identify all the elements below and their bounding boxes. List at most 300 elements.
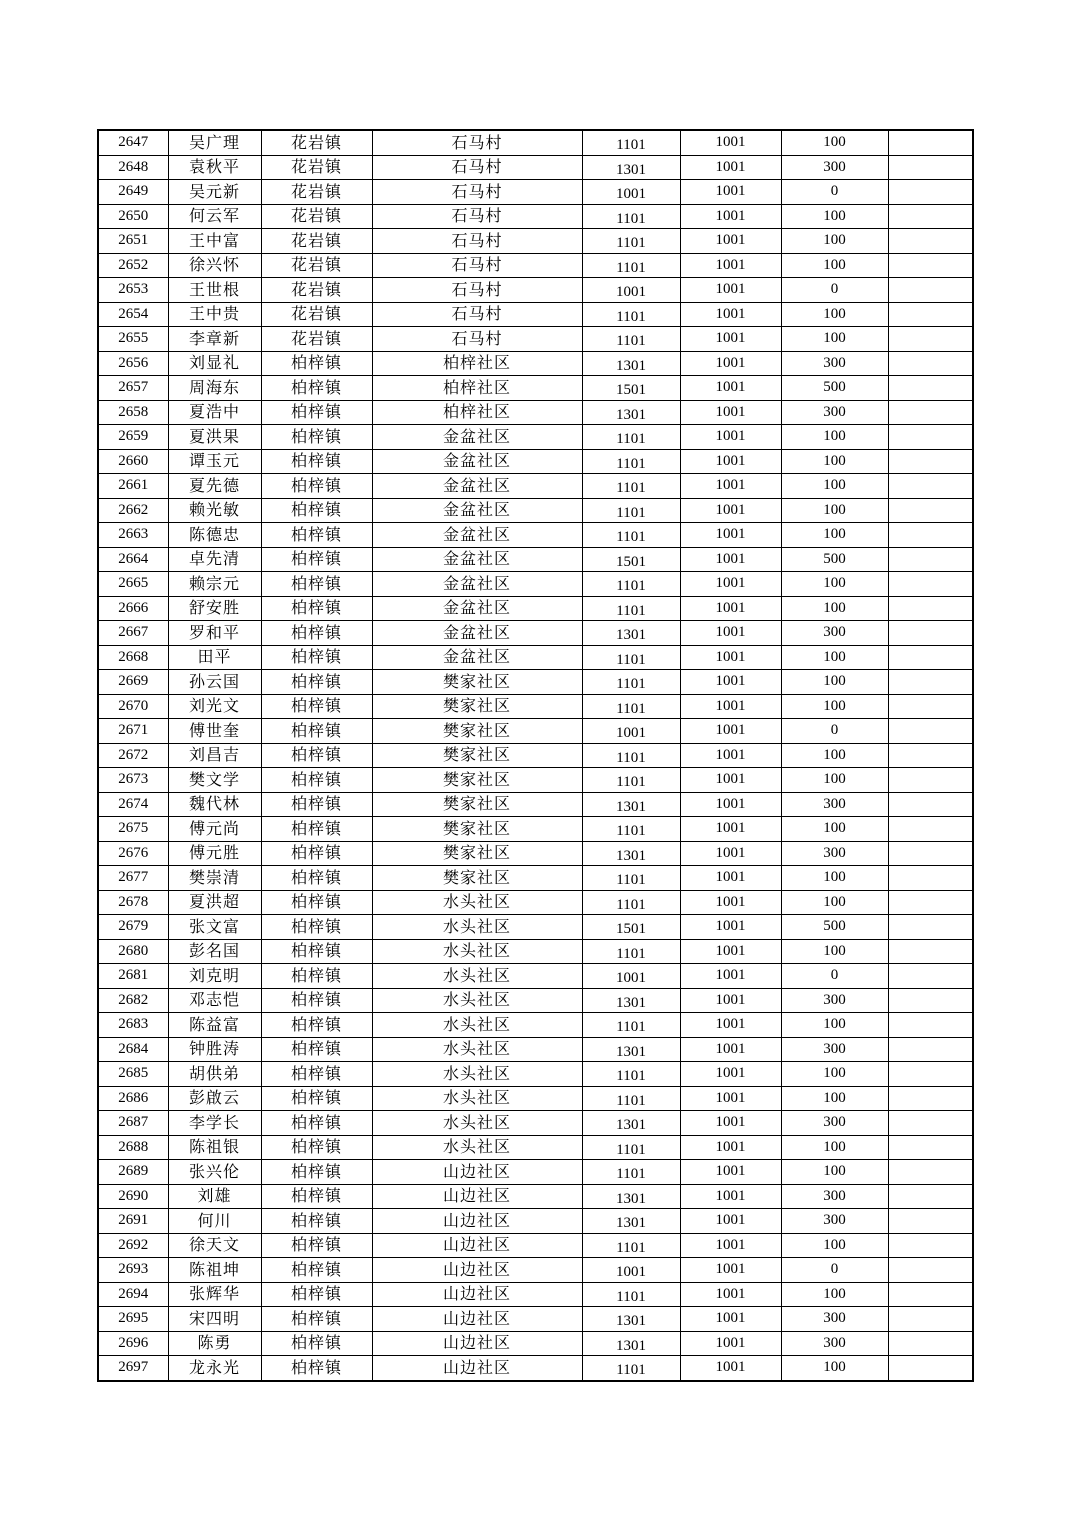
- name-cell: 何云军: [168, 204, 261, 229]
- category-code-cell: [582, 988, 680, 1013]
- name-cell: 舒安胜: [168, 596, 261, 621]
- table-row: [98, 645, 973, 670]
- name-cell: 袁秋平: [168, 155, 261, 180]
- name-cell: 罗和平: [168, 621, 261, 646]
- remark-cell: [888, 155, 973, 180]
- town-cell: 柏梓镇: [261, 1282, 372, 1307]
- category-code-text: 1301: [616, 406, 646, 423]
- amount-cell: 0: [781, 278, 888, 303]
- village-cell: 山边社区: [372, 1331, 582, 1356]
- row-number-cell: 2652: [98, 253, 168, 278]
- table-row: [98, 1184, 973, 1209]
- category-code-cell: [582, 596, 680, 621]
- amount-cell: 300: [781, 792, 888, 817]
- remark-cell: [888, 1111, 973, 1136]
- row-number-cell: 2655: [98, 327, 168, 352]
- row-number-cell: 2659: [98, 425, 168, 450]
- name-cell: 赖光敏: [168, 498, 261, 523]
- row-number-cell: 2660: [98, 449, 168, 474]
- remark-cell: [888, 1233, 973, 1258]
- town-cell: 花岩镇: [261, 180, 372, 205]
- category-code-cell: [582, 939, 680, 964]
- name-cell: 刘克明: [168, 964, 261, 989]
- category-code-cell: [582, 523, 680, 548]
- category-code-text: 1101: [616, 1166, 646, 1183]
- name-cell: 刘雄: [168, 1184, 261, 1209]
- town-cell: 柏梓镇: [261, 964, 372, 989]
- table-row: [98, 621, 973, 646]
- table-row: [98, 792, 973, 817]
- type-code-cell: 1001: [680, 400, 781, 425]
- name-cell: 龙永光: [168, 1356, 261, 1381]
- row-number-cell: 2669: [98, 670, 168, 695]
- row-number-cell: 2666: [98, 596, 168, 621]
- town-cell: 花岩镇: [261, 278, 372, 303]
- table-row: [98, 1111, 973, 1136]
- category-code-cell: [582, 229, 680, 254]
- remark-cell: [888, 1086, 973, 1111]
- category-code-cell: [582, 302, 680, 327]
- village-cell: 樊家社区: [372, 719, 582, 744]
- type-code-cell: 1001: [680, 1282, 781, 1307]
- category-code-cell: [582, 572, 680, 597]
- village-cell: 水头社区: [372, 1086, 582, 1111]
- table-row: [98, 1307, 973, 1332]
- town-cell: 柏梓镇: [261, 572, 372, 597]
- name-cell: 王世根: [168, 278, 261, 303]
- category-code-text: 1101: [616, 529, 646, 546]
- row-number-cell: 2672: [98, 743, 168, 768]
- amount-cell: 100: [781, 1062, 888, 1087]
- amount-cell: 100: [781, 229, 888, 254]
- category-code-text: 1101: [616, 137, 646, 154]
- amount-cell: 300: [781, 1307, 888, 1332]
- category-code-cell: [582, 621, 680, 646]
- category-code-cell: [582, 180, 680, 205]
- table-row: [98, 743, 973, 768]
- name-cell: 樊崇清: [168, 866, 261, 891]
- name-cell: 王中贵: [168, 302, 261, 327]
- remark-cell: [888, 376, 973, 401]
- type-code-cell: 1001: [680, 547, 781, 572]
- remark-cell: [888, 1160, 973, 1185]
- row-number-cell: 2692: [98, 1233, 168, 1258]
- village-cell: 金盆社区: [372, 474, 582, 499]
- name-cell: 彭啟云: [168, 1086, 261, 1111]
- category-code-text: 1101: [616, 823, 646, 840]
- row-number-cell: 2682: [98, 988, 168, 1013]
- town-cell: 柏梓镇: [261, 547, 372, 572]
- amount-cell: 0: [781, 719, 888, 744]
- category-code-text: 1101: [616, 896, 646, 913]
- town-cell: 柏梓镇: [261, 523, 372, 548]
- amount-cell: 300: [781, 1331, 888, 1356]
- town-cell: 柏梓镇: [261, 1258, 372, 1283]
- category-code-text: 1101: [616, 676, 646, 693]
- row-number-cell: 2697: [98, 1356, 168, 1381]
- village-cell: 柏梓社区: [372, 400, 582, 425]
- type-code-cell: 1001: [680, 890, 781, 915]
- table-row: [98, 523, 973, 548]
- town-cell: 柏梓镇: [261, 400, 372, 425]
- table-row: [98, 1356, 973, 1381]
- village-cell: 金盆社区: [372, 523, 582, 548]
- row-number-cell: 2688: [98, 1135, 168, 1160]
- village-cell: 金盆社区: [372, 425, 582, 450]
- village-cell: 水头社区: [372, 890, 582, 915]
- village-cell: 水头社区: [372, 988, 582, 1013]
- amount-cell: 100: [781, 1160, 888, 1185]
- type-code-cell: 1001: [680, 1135, 781, 1160]
- table-row: [98, 180, 973, 205]
- category-code-cell: [582, 1135, 680, 1160]
- village-cell: 石马村: [372, 302, 582, 327]
- type-code-cell: 1001: [680, 841, 781, 866]
- category-code-text: 1101: [616, 455, 646, 472]
- category-code-text: 1101: [616, 774, 646, 791]
- town-cell: 柏梓镇: [261, 939, 372, 964]
- category-code-text: 1301: [616, 847, 646, 864]
- table-row: [98, 278, 973, 303]
- remark-cell: [888, 1184, 973, 1209]
- remark-cell: [888, 866, 973, 891]
- town-cell: 柏梓镇: [261, 915, 372, 940]
- amount-cell: 100: [781, 327, 888, 352]
- type-code-cell: 1001: [680, 327, 781, 352]
- remark-cell: [888, 743, 973, 768]
- type-code-cell: 1001: [680, 694, 781, 719]
- table-row: [98, 694, 973, 719]
- village-cell: 山边社区: [372, 1282, 582, 1307]
- village-cell: 柏梓社区: [372, 351, 582, 376]
- village-cell: 金盆社区: [372, 449, 582, 474]
- category-code-cell: [582, 1209, 680, 1234]
- remark-cell: [888, 1135, 973, 1160]
- table-row: [98, 449, 973, 474]
- category-code-cell: [582, 474, 680, 499]
- village-cell: 石马村: [372, 204, 582, 229]
- town-cell: 柏梓镇: [261, 792, 372, 817]
- category-code-cell: [582, 1013, 680, 1038]
- type-code-cell: 1001: [680, 768, 781, 793]
- remark-cell: [888, 694, 973, 719]
- town-cell: 柏梓镇: [261, 1135, 372, 1160]
- amount-cell: 100: [781, 253, 888, 278]
- remark-cell: [888, 1258, 973, 1283]
- remark-cell: [888, 327, 973, 352]
- category-code-text: 1001: [616, 284, 646, 301]
- village-cell: 水头社区: [372, 1013, 582, 1038]
- category-code-cell: [582, 155, 680, 180]
- town-cell: 柏梓镇: [261, 1111, 372, 1136]
- town-cell: 柏梓镇: [261, 670, 372, 695]
- category-code-cell: [582, 327, 680, 352]
- remark-cell: [888, 1282, 973, 1307]
- town-cell: 柏梓镇: [261, 1331, 372, 1356]
- roster-table: [97, 129, 974, 1382]
- village-cell: 金盆社区: [372, 621, 582, 646]
- town-cell: 柏梓镇: [261, 768, 372, 793]
- town-cell: 柏梓镇: [261, 645, 372, 670]
- table-row: [98, 130, 973, 155]
- category-code-cell: [582, 498, 680, 523]
- row-number-cell: 2661: [98, 474, 168, 499]
- amount-cell: 100: [781, 596, 888, 621]
- category-code-text: 1001: [616, 725, 646, 742]
- remark-cell: [888, 1037, 973, 1062]
- category-code-cell: [582, 1233, 680, 1258]
- amount-cell: 100: [781, 694, 888, 719]
- village-cell: 石马村: [372, 327, 582, 352]
- remark-cell: [888, 817, 973, 842]
- village-cell: 山边社区: [372, 1356, 582, 1381]
- amount-cell: 300: [781, 621, 888, 646]
- name-cell: 夏先德: [168, 474, 261, 499]
- village-cell: 水头社区: [372, 1111, 582, 1136]
- remark-cell: [888, 988, 973, 1013]
- row-number-cell: 2683: [98, 1013, 168, 1038]
- table-row: [98, 425, 973, 450]
- category-code-text: 1301: [616, 1313, 646, 1330]
- type-code-cell: 1001: [680, 449, 781, 474]
- village-cell: 山边社区: [372, 1209, 582, 1234]
- row-number-cell: 2673: [98, 768, 168, 793]
- amount-cell: 500: [781, 376, 888, 401]
- name-cell: 谭玉元: [168, 449, 261, 474]
- remark-cell: [888, 964, 973, 989]
- name-cell: 傅世奎: [168, 719, 261, 744]
- type-code-cell: 1001: [680, 621, 781, 646]
- table-row: [98, 229, 973, 254]
- name-cell: 吴元新: [168, 180, 261, 205]
- category-code-cell: [582, 1037, 680, 1062]
- town-cell: 花岩镇: [261, 155, 372, 180]
- type-code-cell: 1001: [680, 155, 781, 180]
- table-row: [98, 1086, 973, 1111]
- category-code-cell: [582, 890, 680, 915]
- village-cell: 金盆社区: [372, 645, 582, 670]
- category-code-cell: [582, 915, 680, 940]
- type-code-cell: 1001: [680, 1013, 781, 1038]
- category-code-cell: [582, 547, 680, 572]
- category-code-text: 1501: [616, 921, 646, 938]
- table-row: [98, 1209, 973, 1234]
- category-code-text: 1101: [616, 504, 646, 521]
- remark-cell: [888, 768, 973, 793]
- type-code-cell: 1001: [680, 498, 781, 523]
- amount-cell: 100: [781, 204, 888, 229]
- table-row: [98, 841, 973, 866]
- row-number-cell: 2662: [98, 498, 168, 523]
- name-cell: 陈勇: [168, 1331, 261, 1356]
- table-row: [98, 327, 973, 352]
- row-number-cell: 2685: [98, 1062, 168, 1087]
- table-row: [98, 1258, 973, 1283]
- remark-cell: [888, 670, 973, 695]
- category-code-text: 1301: [616, 994, 646, 1011]
- category-code-text: 1101: [616, 1019, 646, 1036]
- remark-cell: [888, 719, 973, 744]
- amount-cell: 100: [781, 474, 888, 499]
- row-number-cell: 2648: [98, 155, 168, 180]
- type-code-cell: 1001: [680, 1037, 781, 1062]
- remark-cell: [888, 915, 973, 940]
- amount-cell: 100: [781, 523, 888, 548]
- table-row: [98, 988, 973, 1013]
- village-cell: 山边社区: [372, 1307, 582, 1332]
- remark-cell: [888, 278, 973, 303]
- category-code-cell: [582, 1331, 680, 1356]
- table-row: [98, 1233, 973, 1258]
- category-code-text: 1301: [616, 1043, 646, 1060]
- category-code-text: 1101: [616, 1288, 646, 1305]
- village-cell: 金盆社区: [372, 596, 582, 621]
- category-code-text: 1301: [616, 1117, 646, 1134]
- category-code-text: 1101: [616, 210, 646, 227]
- amount-cell: 300: [781, 155, 888, 180]
- category-code-text: 1001: [616, 970, 646, 987]
- amount-cell: 100: [781, 890, 888, 915]
- row-number-cell: 2667: [98, 621, 168, 646]
- category-code-text: 1301: [616, 798, 646, 815]
- type-code-cell: 1001: [680, 1356, 781, 1381]
- category-code-text: 1101: [616, 333, 646, 350]
- town-cell: 柏梓镇: [261, 621, 372, 646]
- amount-cell: 300: [781, 1111, 888, 1136]
- category-code-text: 1301: [616, 1190, 646, 1207]
- name-cell: 宋四明: [168, 1307, 261, 1332]
- table-row: [98, 768, 973, 793]
- town-cell: 柏梓镇: [261, 351, 372, 376]
- row-number-cell: 2650: [98, 204, 168, 229]
- category-code-cell: [582, 670, 680, 695]
- amount-cell: 100: [781, 1282, 888, 1307]
- category-code-text: 1101: [616, 651, 646, 668]
- amount-cell: 500: [781, 915, 888, 940]
- table-row: [98, 253, 973, 278]
- table-row: [98, 1282, 973, 1307]
- type-code-cell: 1001: [680, 866, 781, 891]
- table-row: [98, 302, 973, 327]
- category-code-text: 1101: [616, 1141, 646, 1158]
- remark-cell: [888, 449, 973, 474]
- amount-cell: 100: [781, 645, 888, 670]
- amount-cell: 300: [781, 1184, 888, 1209]
- type-code-cell: 1001: [680, 1307, 781, 1332]
- category-code-cell: [582, 1160, 680, 1185]
- village-cell: 金盆社区: [372, 547, 582, 572]
- name-cell: 张文富: [168, 915, 261, 940]
- table-row: [98, 1135, 973, 1160]
- category-code-text: 1501: [616, 382, 646, 399]
- town-cell: 柏梓镇: [261, 1062, 372, 1087]
- category-code-text: 1101: [616, 1362, 646, 1379]
- amount-cell: 100: [781, 817, 888, 842]
- name-cell: 徐兴怀: [168, 253, 261, 278]
- name-cell: 刘光文: [168, 694, 261, 719]
- town-cell: 柏梓镇: [261, 1013, 372, 1038]
- remark-cell: [888, 841, 973, 866]
- town-cell: 柏梓镇: [261, 425, 372, 450]
- remark-cell: [888, 1307, 973, 1332]
- amount-cell: 100: [781, 425, 888, 450]
- table-row: [98, 719, 973, 744]
- category-code-cell: [582, 1307, 680, 1332]
- type-code-cell: 1001: [680, 204, 781, 229]
- row-number-cell: 2664: [98, 547, 168, 572]
- category-code-cell: [582, 645, 680, 670]
- row-number-cell: 2657: [98, 376, 168, 401]
- type-code-cell: 1001: [680, 523, 781, 548]
- row-number-cell: 2668: [98, 645, 168, 670]
- village-cell: 山边社区: [372, 1160, 582, 1185]
- name-cell: 刘昌吉: [168, 743, 261, 768]
- category-code-text: 1301: [616, 161, 646, 178]
- village-cell: 石马村: [372, 130, 582, 155]
- row-number-cell: 2691: [98, 1209, 168, 1234]
- village-cell: 樊家社区: [372, 743, 582, 768]
- village-cell: 樊家社区: [372, 817, 582, 842]
- village-cell: 水头社区: [372, 1062, 582, 1087]
- table-row: [98, 670, 973, 695]
- remark-cell: [888, 498, 973, 523]
- row-number-cell: 2689: [98, 1160, 168, 1185]
- type-code-cell: 1001: [680, 1331, 781, 1356]
- village-cell: 水头社区: [372, 1135, 582, 1160]
- type-code-cell: 1001: [680, 645, 781, 670]
- row-number-cell: 2675: [98, 817, 168, 842]
- table-row: [98, 1160, 973, 1185]
- village-cell: 山边社区: [372, 1184, 582, 1209]
- category-code-cell: [582, 866, 680, 891]
- type-code-cell: 1001: [680, 1111, 781, 1136]
- village-cell: 石马村: [372, 253, 582, 278]
- name-cell: 陈祖坤: [168, 1258, 261, 1283]
- type-code-cell: 1001: [680, 1184, 781, 1209]
- category-code-cell: [582, 1282, 680, 1307]
- type-code-cell: 1001: [680, 1258, 781, 1283]
- category-code-cell: [582, 1258, 680, 1283]
- type-code-cell: 1001: [680, 1209, 781, 1234]
- table-row: [98, 1062, 973, 1087]
- table-row: [98, 939, 973, 964]
- village-cell: 樊家社区: [372, 694, 582, 719]
- name-cell: 陈德忠: [168, 523, 261, 548]
- type-code-cell: 1001: [680, 792, 781, 817]
- remark-cell: [888, 1209, 973, 1234]
- amount-cell: 100: [781, 449, 888, 474]
- name-cell: 张辉华: [168, 1282, 261, 1307]
- type-code-cell: 1001: [680, 1160, 781, 1185]
- town-cell: 柏梓镇: [261, 1160, 372, 1185]
- remark-cell: [888, 229, 973, 254]
- name-cell: 魏代林: [168, 792, 261, 817]
- row-number-cell: 2695: [98, 1307, 168, 1332]
- name-cell: 陈祖银: [168, 1135, 261, 1160]
- town-cell: 柏梓镇: [261, 719, 372, 744]
- town-cell: 柏梓镇: [261, 890, 372, 915]
- name-cell: 邓志恺: [168, 988, 261, 1013]
- remark-cell: [888, 792, 973, 817]
- table-row: [98, 351, 973, 376]
- amount-cell: 100: [781, 866, 888, 891]
- remark-cell: [888, 474, 973, 499]
- category-code-text: 1001: [616, 1264, 646, 1281]
- remark-cell: [888, 596, 973, 621]
- table-row: [98, 572, 973, 597]
- village-cell: 石马村: [372, 278, 582, 303]
- remark-cell: [888, 1331, 973, 1356]
